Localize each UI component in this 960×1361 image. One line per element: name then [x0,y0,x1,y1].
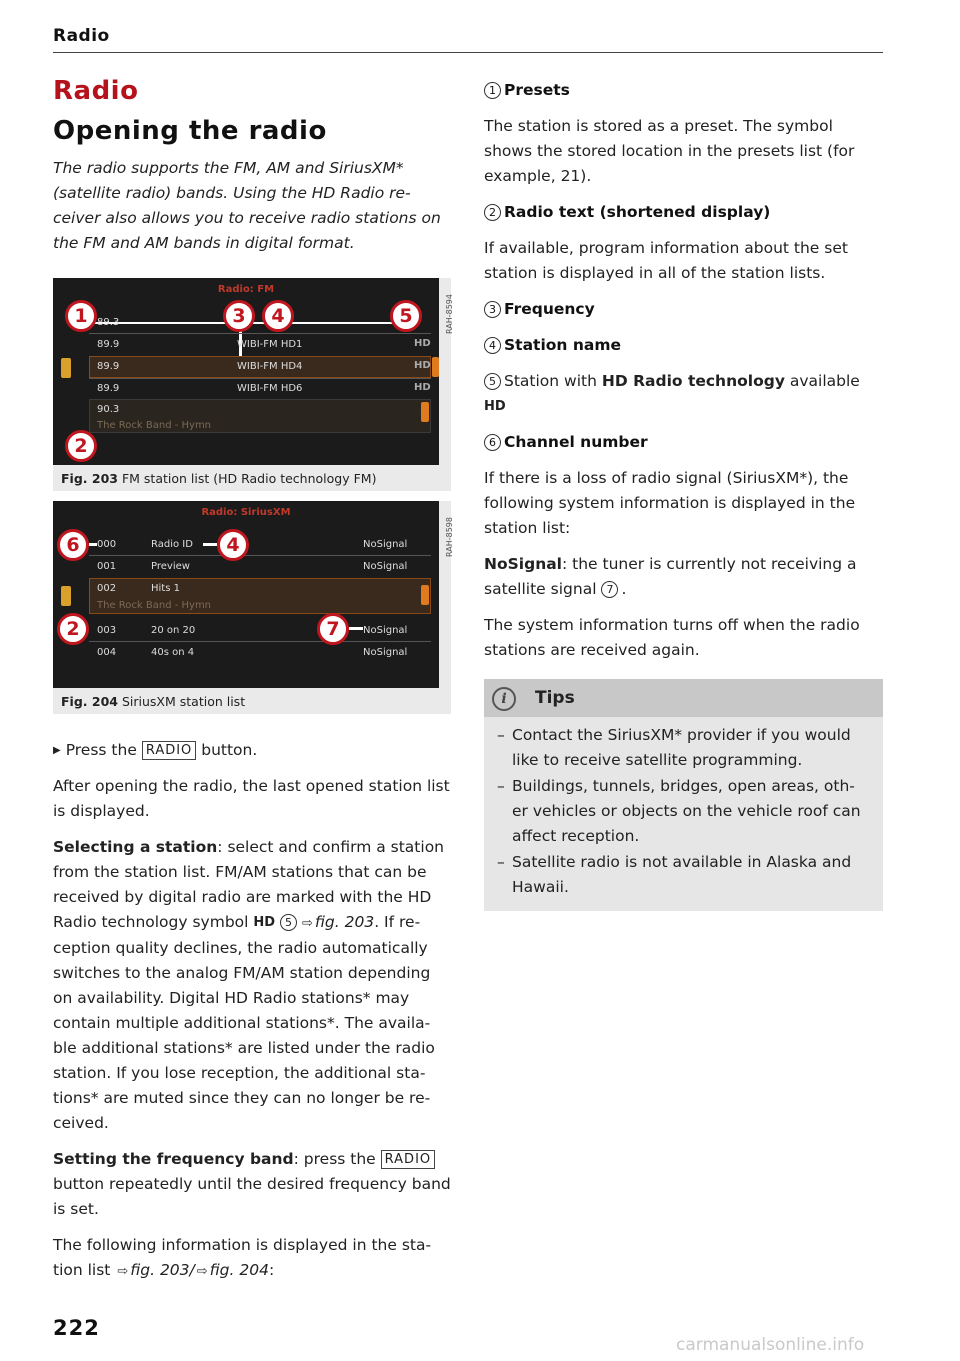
radio-text: The Rock Band - Hymn [97,420,212,431]
circled-number: 5 [280,914,297,931]
following-info-text: The following information is displayed in the sta-tion list ⇨ fig. 203/ ⇨ fig. 204: [53,1236,432,1279]
orange-marker [421,585,429,605]
radio-text: The Rock Band - Hymn [97,600,212,611]
callout-1: 1 [65,300,97,332]
press-radio-step: ▶ Press the RADIO button. [53,741,258,759]
after-opening-text: After opening the radio, the last opened station list is displayed. [53,777,450,820]
callout-6: 6 [57,529,89,561]
reference-arrow-icon: ⇨ [302,916,313,931]
siriusxm-station-screen [53,501,439,688]
hd-radio-icon: HD [414,382,431,393]
tips-header [484,679,883,717]
right-column [484,78,884,911]
info-turns-off-text: The system information turns off when the radio stations are received again. [484,616,860,659]
section-header: Radio [53,26,110,46]
item-radio-text-head: 2 Radio text (shortened display) [484,200,884,225]
figure-203 [53,278,454,491]
scroll-handle[interactable] [61,586,71,606]
hd-radio-icon: HD [414,360,431,371]
item-frequency-head: 3 Frequency [484,297,884,322]
orange-marker [421,402,429,422]
callout-line [349,627,363,630]
channel-row[interactable]: 004 40s on 4 NoSignal [97,647,408,658]
station-row[interactable]: 89.9 WIBI-FM HD1 [97,339,303,350]
callout-4: 4 [262,300,294,332]
tips-list [484,717,883,900]
callout-3: 3 [223,300,255,332]
info-icon: i [492,687,516,711]
page-number: 222 [53,1316,100,1340]
callout-7: 7 [317,613,349,645]
item-channel-number-head: 6 Channel number [484,430,884,455]
callout-5: 5 [390,300,422,332]
signal-loss-text: If there is a loss of radio signal (SiriusXM*), the following system information is displayed in the station list: [484,469,856,537]
reference-arrow-icon: ⇨ [117,1264,129,1279]
channel-row[interactable]: 003 20 on 20 NoSignal [97,625,408,636]
list-item: – Buildings, tunnels, bridges, open areas, oth-er vehicles or objects on the vehicle roof can affect reception. [497,774,869,849]
item-hd-station: 5 Station with HD Radio technology available HD [484,372,860,414]
screen-title: Radio: SiriusXM [201,507,291,518]
channel-row[interactable]: 001 Preview NoSignal [97,561,408,572]
hd-radio-icon: HD [484,399,506,414]
intro-text: The radio supports the FM, AM and SiriusXM* (satellite radio) bands. Using the HD Radio re-ceiver also allows you to receive radio stations on the FM and AM bands in digital format. [53,159,441,252]
callout-2: 2 [65,430,97,462]
figure-caption: Fig. 204 SiriusXM station list [61,694,246,709]
station-row[interactable]: 89.9 WIBI-FM HD4 [97,361,303,372]
figure-204 [53,501,454,714]
channel-row[interactable]: 002 Hits 1 [97,583,180,594]
callout-2: 2 [57,613,89,645]
watermark: carmanualsonline.info [676,1335,865,1355]
hd-radio-icon: HD [253,915,276,930]
circled-number: 7 [601,581,618,598]
page-subtitle: Opening the radio [53,116,327,146]
list-item: – Contact the SiriusXM* provider if you would like to receive satellite programming. [497,723,869,773]
station-row[interactable]: 89.9 WIBI-FM HD6 [97,383,303,394]
station-row[interactable]: 90.3 [97,404,120,415]
item-station-name-head: 4 Station name [484,333,884,358]
callout-line [89,543,97,546]
hd-radio-icon: HD [414,338,431,349]
channel-row[interactable]: 000 Radio ID NoSignal [97,539,408,550]
figure-caption: Fig. 203 FM station list (HD Radio technology FM) [61,471,377,486]
header-rule [53,52,883,53]
radio-key: RADIO [142,741,196,760]
callout-4: 4 [217,529,249,561]
scroll-handle[interactable] [61,358,71,378]
item-presets-body: The station is stored as a preset. The symbol shows the stored location in the presets list (for example, 21). [484,117,855,185]
triangle-bullet-icon: ▶ [53,745,61,756]
callout-line [203,543,217,546]
tips-box [484,679,883,911]
item-radio-text-body: If available, program information about the set station is displayed in all of the station lists. [484,239,848,282]
figure-code: RAH-8598 [445,517,454,557]
radio-key: RADIO [381,1150,435,1169]
figure-code: RAH-8594 [445,294,454,334]
selecting-station-text: Selecting a station: select and confirm a station from the station list. FM/AM stations that can be received by digital radio are marked with the HD Radio technology symbol HD 5 ⇨ fig. 203. If re-ception quality declines, the radio automatically switches to the analog FM/AM station depending on availability. Digital HD Radio stations* may contain multiple additional stations*. The availa-ble additional stations* are listed under the radio station. If you lose reception, the additional sta-tions* are muted since they can no longer be re-ceived. [53,838,444,1132]
station-row[interactable]: 89.3 [97,317,120,328]
preset-marker [432,357,439,377]
item-presets-head: 1 Presets [484,78,884,103]
tips-title: Tips [535,688,575,708]
nosignal-text: NoSignal: the tuner is currently not receiving a satellite signal 7 . [484,555,857,598]
page-title: Radio [53,76,139,106]
frequency-band-text: Setting the frequency band: press the RADIO button repeatedly until the desired frequency band is set. [53,1150,451,1218]
left-column [53,74,454,1284]
list-item: – Satellite radio is not available in Alaska and Hawaii. [497,850,869,900]
fm-station-screen [53,278,439,465]
screen-title: Radio: FM [217,284,275,295]
reference-arrow-icon: ⇨ [196,1264,208,1279]
